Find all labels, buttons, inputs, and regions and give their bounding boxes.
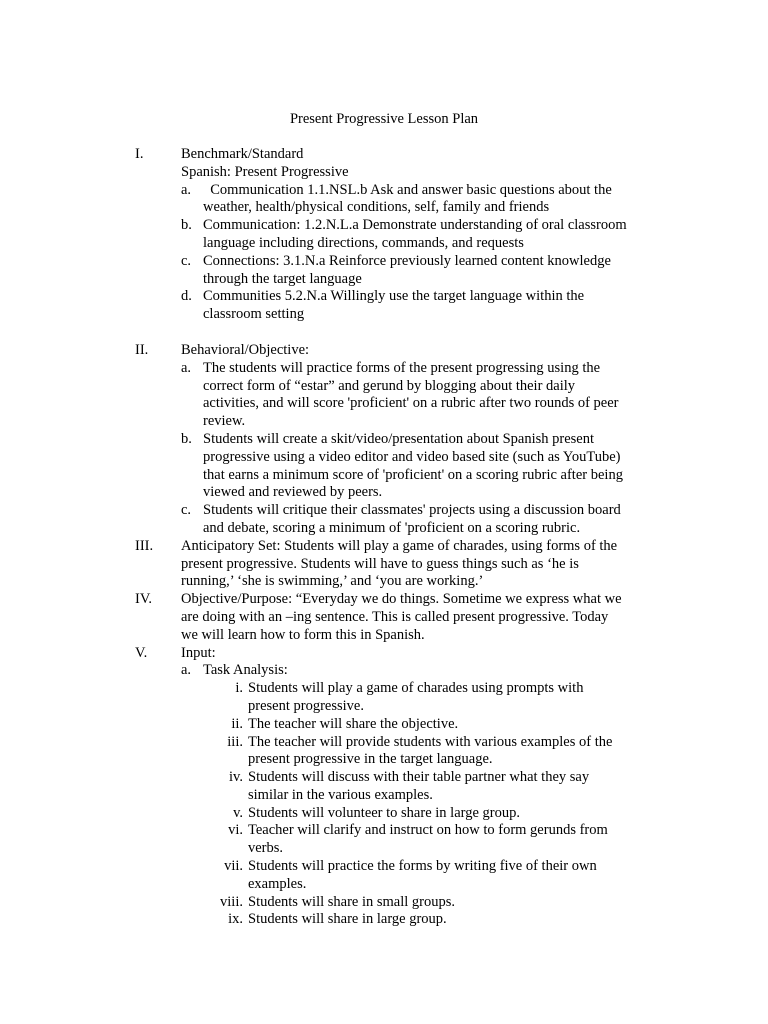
list-item [181,253,628,289]
sub-item-text: Students will volunteer to share in large group. [248,804,520,821]
item-marker: b. [181,430,192,447]
sub-item-text: Students will practice the forms by writing five of their own examples. [248,858,597,892]
sub-list-item [203,734,628,770]
sub-list-item [203,822,628,858]
sub-item-text: Students will share in small groups. [248,893,456,910]
list-item [181,662,628,929]
sub-item-text: The teacher will share the objective. [248,715,459,732]
section-numeral: II. [135,341,149,358]
item-marker: a. [181,181,192,198]
section-objective [0,342,628,538]
sub-list-item [203,858,628,894]
section-numeral: IV. [135,591,153,608]
sub-list-item [203,911,628,929]
sub-item-text: The teacher will provide students with various examples of the present progressive in the target language. [248,733,613,768]
item-marker: c. [181,502,192,519]
list-item [181,182,628,218]
section-benchmark [0,146,628,324]
item-marker: a. [181,662,192,679]
sub-item-marker: viii. [220,893,243,910]
section-heading: Anticipatory Set: Students will play a game of charades, using forms of the present progressive. Students will have to guess things such as ‘he is running,’ ‘she is swimming,’ and ‘you are working.’ [181,537,618,590]
item-text: Students will create a skit/video/presentation about Spanish present progressive using a video editor and video based site (such as YouTube) that earns a minimum score of 'proficient' on a scoring rubric after being viewed and reviewed by peers. [203,430,623,501]
section-input [0,645,628,930]
sub-item-marker: ii. [231,715,243,732]
item-text: Students will critique their classmates' projects using a discussion board and debate, scoring a minimum of 'proficient on a scoring rubric. [203,502,621,536]
section-heading: Objective/Purpose: “Everyday we do things. Sometime we express what we are doing with an –ing sentence. This is called present progressive. Today we will learn how to form this in Spanish. [181,591,622,643]
sub-item-text: Teacher will clarify and instruct on how to form gerunds from verbs. [248,822,608,857]
section-numeral: III. [135,537,154,554]
section-heading: Benchmark/Standard [181,146,304,162]
sub-item-marker: ix. [228,911,243,928]
section-spacer [0,324,768,342]
list-item [181,431,628,502]
item-marker: d. [181,288,192,305]
section-numeral: I. [135,146,144,162]
sub-item-marker: v. [233,804,243,821]
section-heading: Input: [181,644,216,661]
page-title: Present Progressive Lesson Plan [289,111,479,127]
sub-item-text: Students will play a game of charades using prompts with present progressive. [248,680,584,714]
sub-list-item [203,805,628,823]
sub-item-text: Students will share in large group. [248,911,447,928]
section-subheading: Spanish: Present Progressive [181,163,349,180]
sub-item-text: Students will discuss with their table partner what they say similar in the various examples. [248,769,590,803]
sub-item-marker: i. [235,680,243,697]
item-marker: c. [181,252,192,269]
sub-list-item [203,716,628,734]
section-numeral: V. [135,644,148,661]
list-item [181,217,628,253]
item-marker: b. [181,217,192,234]
item-text: Communities 5.2.N.a Willingly use the target language within the classroom setting [203,288,585,323]
sub-list-item [203,769,628,805]
section-objective-purpose [0,591,628,644]
list-item [181,502,628,538]
sub-item-marker: vii. [224,858,243,875]
lesson-plan-body [0,146,768,929]
section-heading: Behavioral/Objective: [181,341,310,358]
sub-item-marker: iii. [227,733,243,750]
item-text: The students will practice forms of the present progressing using the correct form of “estar” and gerund by blogging about their daily activities, and will score 'proficient' on a rubric after two rounds of peer review. [203,359,619,430]
sub-item-marker: vi. [228,822,243,839]
item-text: Communication: 1.2.N.L.a Demonstrate understanding of oral classroom language including directions, commands, and requests [203,217,627,251]
sub-list-item [203,894,628,912]
list-item [181,288,628,324]
sub-item-marker: iv. [229,769,243,786]
item-text: Task Analysis: [203,662,288,679]
section-anticipatory-set [0,538,628,591]
item-text: Connections: 3.1.N.a Reinforce previously learned content knowledge through the target language [203,252,611,287]
item-text: Communication 1.1.NSL.b Ask and answer basic questions about the weather, health/physical conditions, self, family and friends [203,181,616,216]
item-marker: a. [181,359,192,376]
list-item [181,360,628,431]
sub-list-item [203,680,628,716]
